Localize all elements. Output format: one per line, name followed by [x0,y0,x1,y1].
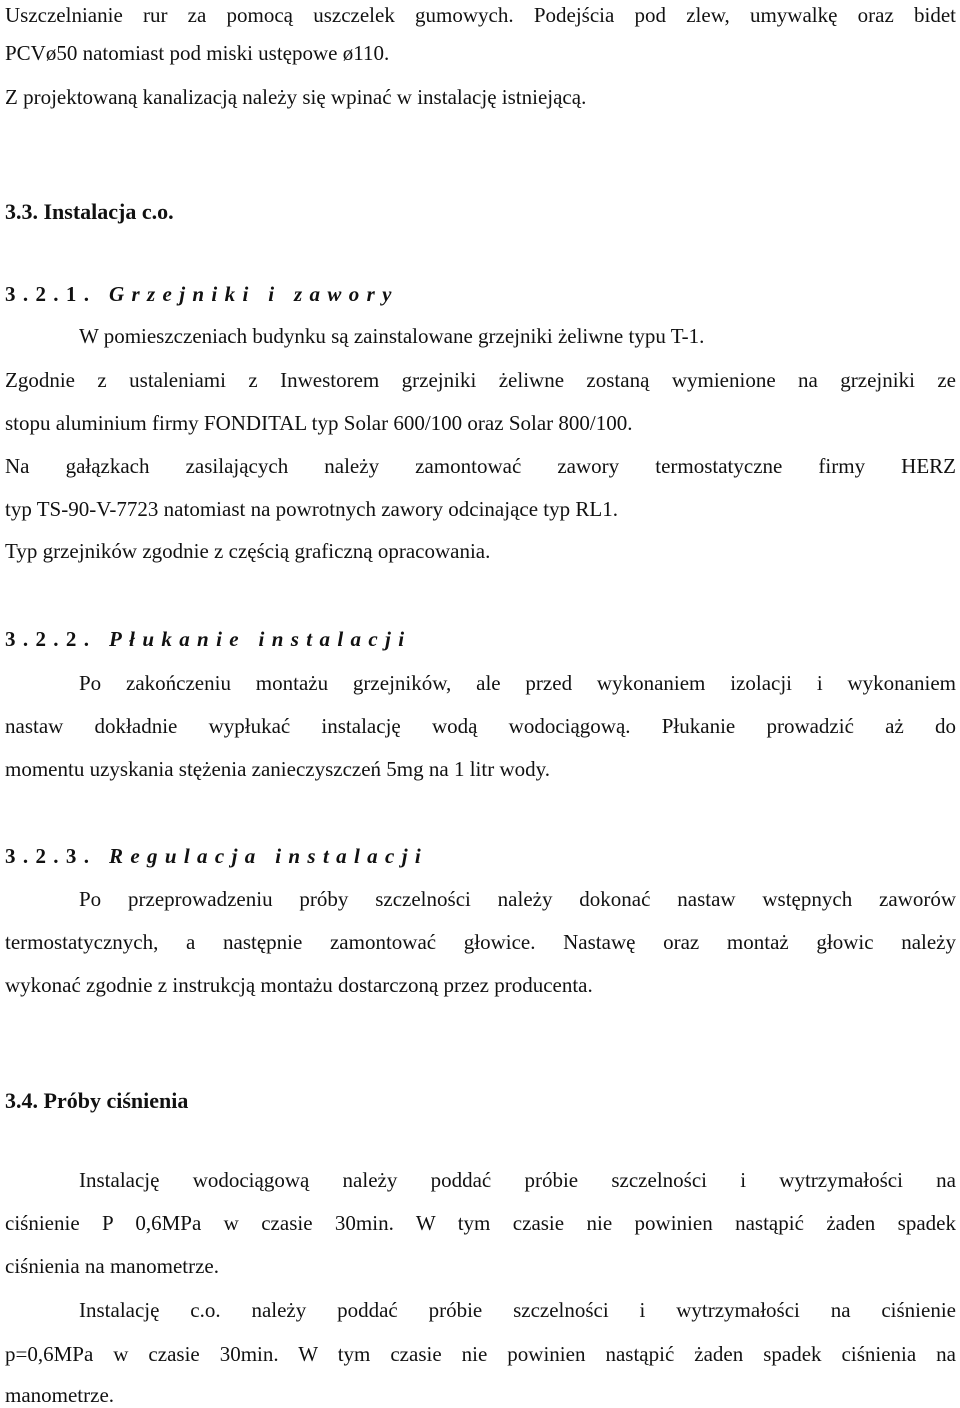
text-line: Po przeprowadzeniu próby szczelności należy dokonać nastaw wstępnych zaworów [79,887,956,911]
text-line: Zgodnie z ustaleniami z Inwestorem grzejniki żeliwne zostaną wymienione na grzejniki ze [5,368,956,392]
subsection-number: 3.2.1. [5,282,97,306]
text-line: Z projektowaną kanalizacją należy się wpinać w instalację istniejącą. [5,85,587,109]
subsection-number: 3.2.3. [5,844,97,868]
text-line: PCVø50 natomiast pod miski ustępowe ø110. [5,41,390,65]
text-line: typ TS-90-V-7723 natomiast na powrotnych zawory odcinające typ RL1. [5,497,618,521]
text-line: ciśnienia na manometrze. [5,1254,219,1278]
text-line: Na gałązkach zasilających należy zamontować zawory termostatyczne firmy HERZ [5,454,956,478]
text-line: W pomieszczeniach budynku są zainstalowane grzejniki żeliwne typu T-1. [79,324,705,348]
subsection-title: Płukanie instalacji [108,627,412,651]
text-line: manometrze. [5,1383,115,1407]
text-line: momentu uzyskania stężenia zanieczyszczeń 5mg na 1 litr wody. [5,757,551,781]
subsection-title: Regulacja instalacji [108,844,429,868]
subsection-heading [5,626,411,652]
text-line: Instalację c.o. należy poddać próbie szczelności i wytrzymałości na ciśnienie [79,1298,956,1322]
subsection-heading [5,281,399,307]
text-line: ciśnienie P 0,6MPa w czasie 30min. W tym czasie nie powinien nastąpić żaden spadek [5,1211,956,1235]
subsection-title: Grzejniki i zawory [108,282,399,306]
section-heading: 3.3. Instalacja c.o. [5,199,174,224]
subsection-number: 3.2.2. [5,627,97,651]
section-heading: 3.4. Próby ciśnienia [5,1088,189,1113]
text-line: Uszczelnianie rur za pomocą uszczelek gumowych. Podejścia pod zlew, umywalkę oraz bidet [5,3,956,27]
text-line: stopu aluminium firmy FONDITAL typ Solar 600/100 oraz Solar 800/100. [5,411,633,435]
text-line: wykonać zgodnie z instrukcją montażu dostarczoną przez producenta. [5,973,593,997]
text-line: termostatycznych, a następnie zamontować głowice. Nastawę oraz montaż głowic należy [5,930,956,954]
text-line: p=0,6MPa w czasie 30min. W tym czasie nie powinien nastąpić żaden spadek ciśnienia na [5,1342,956,1366]
text-line: Po zakończeniu montażu grzejników, ale przed wykonaniem izolacji i wykonaniem [79,671,956,695]
text-line: Instalację wodociągową należy poddać próbie szczelności i wytrzymałości na [79,1168,956,1192]
text-line: nastaw dokładnie wypłukać instalację wodą wodociągową. Płukanie prowadzić aż do [5,714,956,738]
subsection-heading [5,843,428,869]
text-line: Typ grzejników zgodnie z częścią graficzną opracowania. [5,539,491,563]
